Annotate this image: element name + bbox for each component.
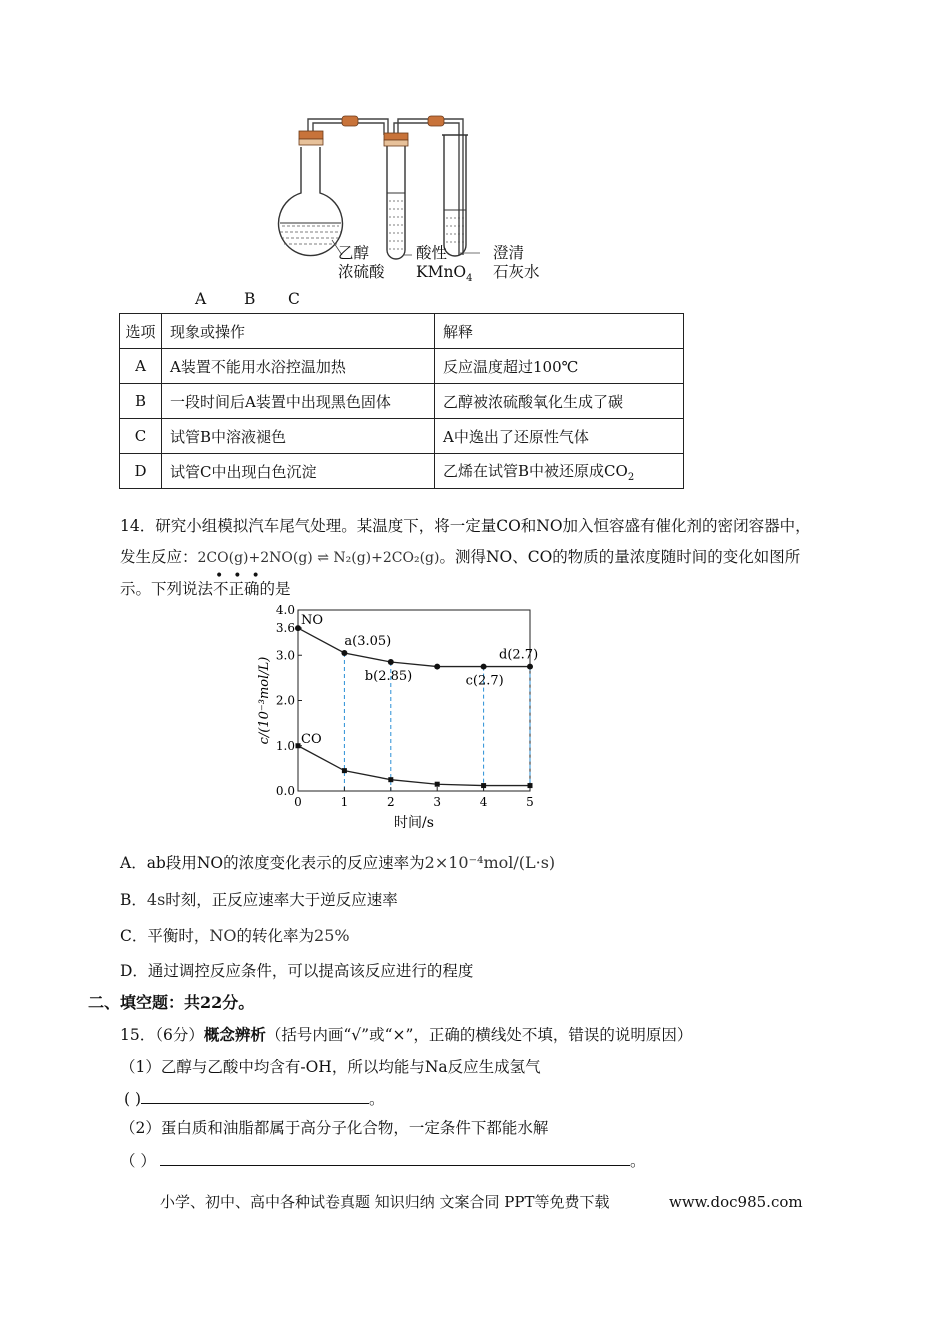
q14-line2-suffix: 。测得NO、CO的物质的量浓度随时间的变化如图所: [439, 548, 801, 566]
option-a-text: A．ab段用NO的浓度变化表示的反应速率为: [120, 854, 425, 872]
series-label-co: CO: [301, 731, 322, 747]
tube-b-label-line1: 酸性: [416, 244, 448, 262]
data-point-no: [481, 664, 487, 670]
q14-option-a: [120, 853, 555, 873]
table-cell: 乙烯在试管B中被还原成$CO_2$: [435, 454, 684, 489]
table-cell: 试管B中溶液褪色: [162, 419, 435, 454]
emphasis-dots: •••: [215, 568, 270, 584]
table-cell: D: [120, 454, 162, 489]
annotation-label: c(2.7): [465, 673, 504, 689]
table-cell: A中逸出了还原性气体: [435, 419, 684, 454]
data-point-co: [388, 777, 393, 782]
data-point-co: [342, 768, 347, 773]
x-tick-label: 5: [526, 795, 534, 809]
q15-num: 15．（6分）: [120, 1026, 204, 1044]
option-b-label: B．: [120, 891, 147, 909]
footer-url[interactable]: www.doc985.com: [669, 1193, 803, 1211]
apparatus-letter-a: A: [195, 290, 207, 308]
table-header: 现象或操作: [162, 314, 435, 349]
table-cell: A: [120, 349, 162, 384]
table-cell: 一段时间后A装置中出现黑色固体: [162, 384, 435, 419]
table-header-row: [120, 314, 684, 349]
emphasis-not-correct: [213, 568, 270, 599]
tube-c-label: [493, 244, 540, 281]
data-point-no: [341, 650, 347, 656]
answer-blank-2[interactable]: [160, 1151, 630, 1166]
footer-text: 小学、初中、高中各种试卷真题 知识归纳 文案合同 PPT等免费下载: [160, 1193, 610, 1211]
option-c-math1: NO: [209, 926, 237, 945]
x-tick-label: 4: [479, 795, 488, 809]
annotation-label: b(2.85): [364, 669, 413, 685]
q14-line3-emph: 不正确: [213, 580, 260, 598]
q15-rest: （括号内画“√”或“×”，正确的横线处不填，错误的说明原因）: [265, 1026, 693, 1044]
q14-line3-b: 的是: [259, 580, 291, 598]
annotation-label: d(2.7): [499, 647, 539, 663]
y-tick-label: 2.0: [275, 693, 295, 708]
option-c-text: 的转化率为: [236, 927, 315, 945]
tube-c: [442, 135, 468, 256]
tube-b-label-line2: KMnO$_4$: [416, 262, 473, 284]
table-cell: A装置不能用水浴控温加热: [162, 349, 435, 384]
q15-statement-1: （1）乙醇与乙酸中均含有-OH，所以均能与Na反应生成氢气: [120, 1058, 541, 1076]
table-cell: B: [120, 384, 162, 419]
flask-label: [338, 244, 385, 281]
answer-blank-1[interactable]: [141, 1089, 369, 1104]
x-tick-label: 3: [433, 795, 442, 809]
x-tick-label: 0: [294, 795, 302, 809]
q14-line3: [120, 568, 291, 599]
table-row: [120, 419, 684, 454]
option-b-math: 4s: [146, 890, 166, 909]
series-label-no: NO: [301, 613, 324, 629]
table-header: 选项: [120, 314, 162, 349]
options-table: [119, 313, 684, 489]
apparatus-letter-c: C: [288, 290, 300, 308]
concentration-chart: [250, 600, 550, 840]
q14-line2-prefix: 发生反应：: [120, 548, 198, 566]
reaction-equation: 2CO(g)+2NO(g) ⇌ N₂(g)+2CO₂(g): [197, 550, 440, 566]
flask-label-line2: 浓硫酸: [338, 262, 385, 281]
y-tick-label: 0.0: [275, 784, 295, 798]
series-line-co: [298, 746, 530, 786]
option-b-text: 时刻，正反应速率大于逆反应速率: [165, 891, 398, 909]
period-1: 。: [369, 1090, 385, 1108]
tube-b: [387, 145, 405, 259]
y-tick-label: 1.0: [275, 738, 295, 753]
annotation-label: a(3.05): [344, 633, 392, 649]
y-tick-label: 3.6: [275, 621, 295, 636]
table-cell: 试管C中出现白色沉淀: [162, 454, 435, 489]
q14-line3-a: 示。下列说法: [120, 580, 214, 598]
table-cell: C: [120, 419, 162, 454]
section-title: 二、填空题：共22分。: [88, 993, 255, 1012]
data-point-co: [296, 743, 301, 748]
x-axis-label: 时间/s: [394, 815, 434, 831]
q15-statement-2: （2）蛋白质和油脂都属于高分子化合物，一定条件下都能水解: [120, 1119, 549, 1137]
tube-b-label: [416, 244, 473, 285]
option-c-math2: 25%: [314, 926, 350, 945]
x-tick-label: 2: [386, 795, 395, 809]
table-row: [120, 349, 684, 384]
table-row: [120, 384, 684, 419]
answer-paren-2[interactable]: （ ）: [120, 1152, 156, 1170]
data-point-co: [435, 782, 440, 787]
tube-c-label-line1: 澄清: [493, 244, 525, 262]
y-tick-label: 3.0: [275, 648, 295, 663]
table-cell: 反应温度超过100℃: [435, 349, 684, 384]
table-header: 解释: [435, 314, 684, 349]
q15-heading: [120, 1026, 692, 1045]
data-point-no: [388, 659, 394, 665]
q15-answer-2: [120, 1151, 645, 1171]
data-point-no: [434, 664, 440, 670]
period-2: 。: [629, 1152, 646, 1170]
q14-line2: [120, 548, 800, 567]
tube-c-label-line2: 石灰水: [493, 262, 540, 281]
q15-answer-1: [124, 1089, 385, 1109]
q14-option-b: [120, 890, 398, 910]
apparatus-letter-b: B: [244, 290, 256, 308]
data-point-co: [481, 783, 486, 788]
table-row: [120, 454, 684, 489]
y-axis-label: c/(10⁻³mol/L): [257, 656, 272, 745]
q14-option-d: D．通过调控反应条件，可以提高该反应进行的程度: [120, 962, 474, 980]
table-cell: 乙醇被浓硫酸氧化生成了碳: [435, 384, 684, 419]
series-line-no: [298, 628, 530, 666]
y-tick-label: 4.0: [275, 603, 295, 617]
q14-line1: 14．研究小组模拟汽车尾气处理。某温度下，将一定量CO和NO加入恒容盛有催化剂的密闭容器中，: [120, 517, 811, 535]
q14-option-c: [120, 926, 350, 946]
x-tick-label: 1: [340, 795, 349, 809]
data-point-no: [527, 664, 533, 670]
option-a-math: 2×10⁻⁴mol/(L·s): [424, 853, 556, 872]
answer-paren-1[interactable]: ( ): [124, 1090, 142, 1108]
q15-bold: 概念辨析: [203, 1025, 266, 1044]
data-point-co: [528, 783, 533, 788]
flask-a: [279, 147, 343, 256]
option-c-label: C．平衡时，: [120, 927, 210, 945]
flask-label-line1: 乙醇: [338, 244, 370, 262]
